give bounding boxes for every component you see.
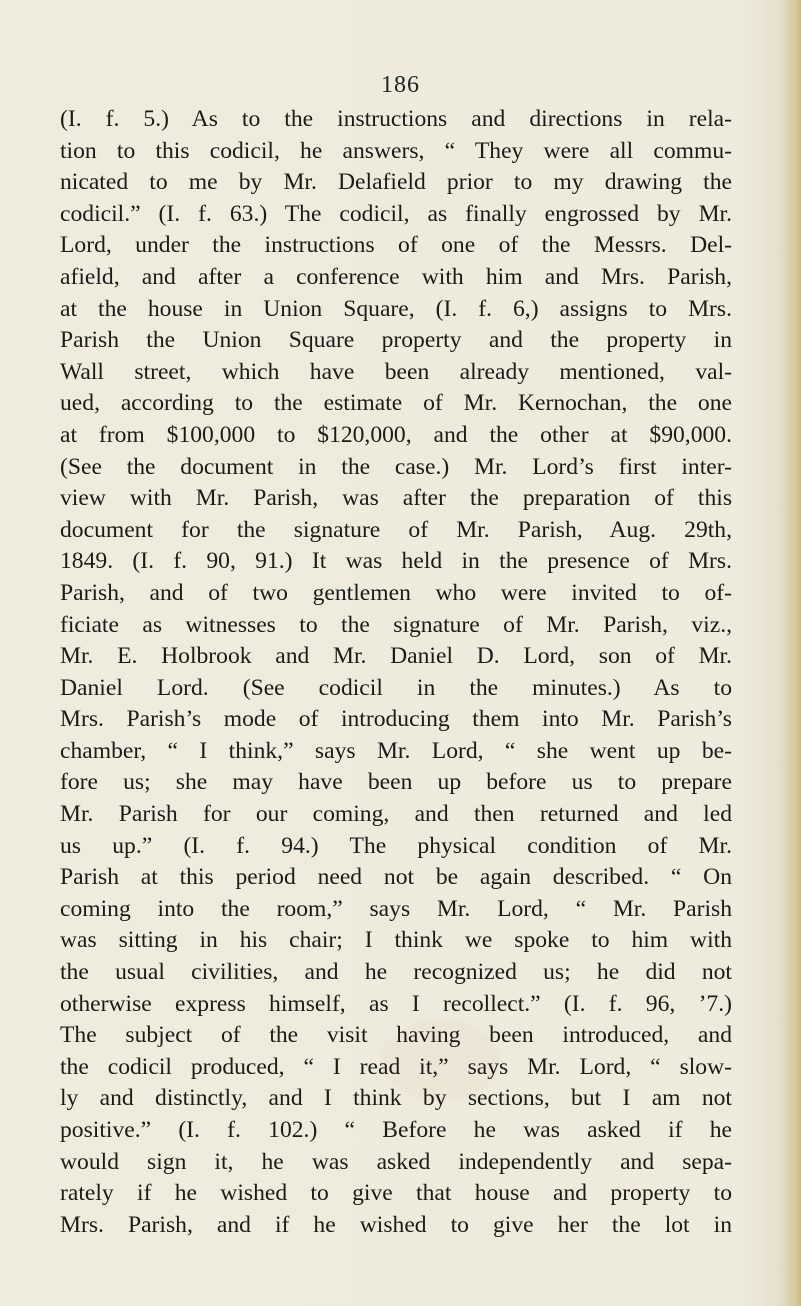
- text-line: at from $100,000 to $120,000, and the other at $90,000.: [60, 421, 732, 448]
- body-text: [60, 104, 732, 1241]
- text-line: ued, according to the estimate of Mr. Kernochan, the one: [60, 390, 732, 417]
- text-line: Wall street, which have been already mentioned, val-: [60, 358, 732, 385]
- text-line: Lord, under the instructions of one of the Messrs. Del-: [60, 232, 732, 259]
- text-line: codicil.” (I. f. 63.) The codicil, as finally engrossed by Mr.: [60, 200, 732, 227]
- text-line: Mrs. Parish, and if he wished to give her the lot in: [60, 1211, 732, 1238]
- text-line: view with Mr. Parish, was after the preparation of this: [60, 485, 732, 512]
- text-line: Parish, and of two gentlemen who were invited to of-: [60, 579, 732, 606]
- text-line: the codicil produced, “ I read it,” says Mr. Lord, “ slow-: [60, 1053, 732, 1080]
- text-line: was sitting in his chair; I think we spoke to him with: [60, 927, 732, 954]
- text-line: The subject of the visit having been introduced, and: [60, 1022, 732, 1049]
- text-line: would sign it, he was asked independently and sepa-: [60, 1148, 732, 1175]
- text-line: ficiate as witnesses to the signature of Mr. Parish, viz.,: [60, 611, 732, 638]
- text-line: (I. f. 5.) As to the instructions and directions in rela-: [60, 106, 732, 132]
- text-line: Mrs. Parish’s mode of introducing them into Mr. Parish’s: [60, 706, 732, 733]
- text-line: afield, and after a conference with him and Mrs. Parish,: [60, 263, 732, 290]
- text-line: tion to this codicil, he answers, “ They were all commu-: [60, 137, 732, 164]
- text-line: us up.” (I. f. 94.) The physical condition of Mr.: [60, 832, 732, 859]
- page-number: 186: [381, 72, 420, 98]
- text-line: Mr. Parish for our coming, and then returned and led: [60, 801, 732, 828]
- text-line: Daniel Lord. (See codicil in the minutes.) As to: [60, 674, 732, 701]
- text-line: fore us; she may have been up before us to prepare: [60, 769, 732, 796]
- text-line: nicated to me by Mr. Delafield prior to my drawing the: [60, 169, 732, 196]
- text-line: the usual civilities, and he recognized us; he did not: [60, 959, 732, 986]
- text-line: document for the signature of Mr. Parish, Aug. 29th,: [60, 516, 732, 543]
- text-line: Parish at this period need not be again described. “ On: [60, 864, 732, 891]
- text-line: otherwise express himself, as I recollect.” (I. f. 96, ’7.): [60, 990, 732, 1017]
- text-line: at the house in Union Square, (I. f. 6,) assigns to Mrs.: [60, 295, 732, 322]
- page-edge-shadow: [787, 0, 801, 1306]
- text-line: (See the document in the case.) Mr. Lord’s first inter-: [60, 453, 732, 480]
- text-line: Mr. E. Holbrook and Mr. Daniel D. Lord, son of Mr.: [60, 643, 732, 670]
- text-line: chamber, “ I think,” says Mr. Lord, “ she went up be-: [60, 737, 732, 764]
- text-line: 1849. (I. f. 90, 91.) It was held in the presence of Mrs.: [60, 548, 732, 575]
- text-line: positive.” (I. f. 102.) “ Before he was asked if he: [60, 1117, 732, 1143]
- text-line: ly and distinctly, and I think by sections, but I am not: [60, 1085, 732, 1112]
- text-line: rately if he wished to give that house and property to: [60, 1180, 732, 1207]
- text-line: Parish the Union Square property and the property in: [60, 327, 732, 354]
- text-line: coming into the room,” says Mr. Lord, “ Mr. Parish: [60, 895, 732, 922]
